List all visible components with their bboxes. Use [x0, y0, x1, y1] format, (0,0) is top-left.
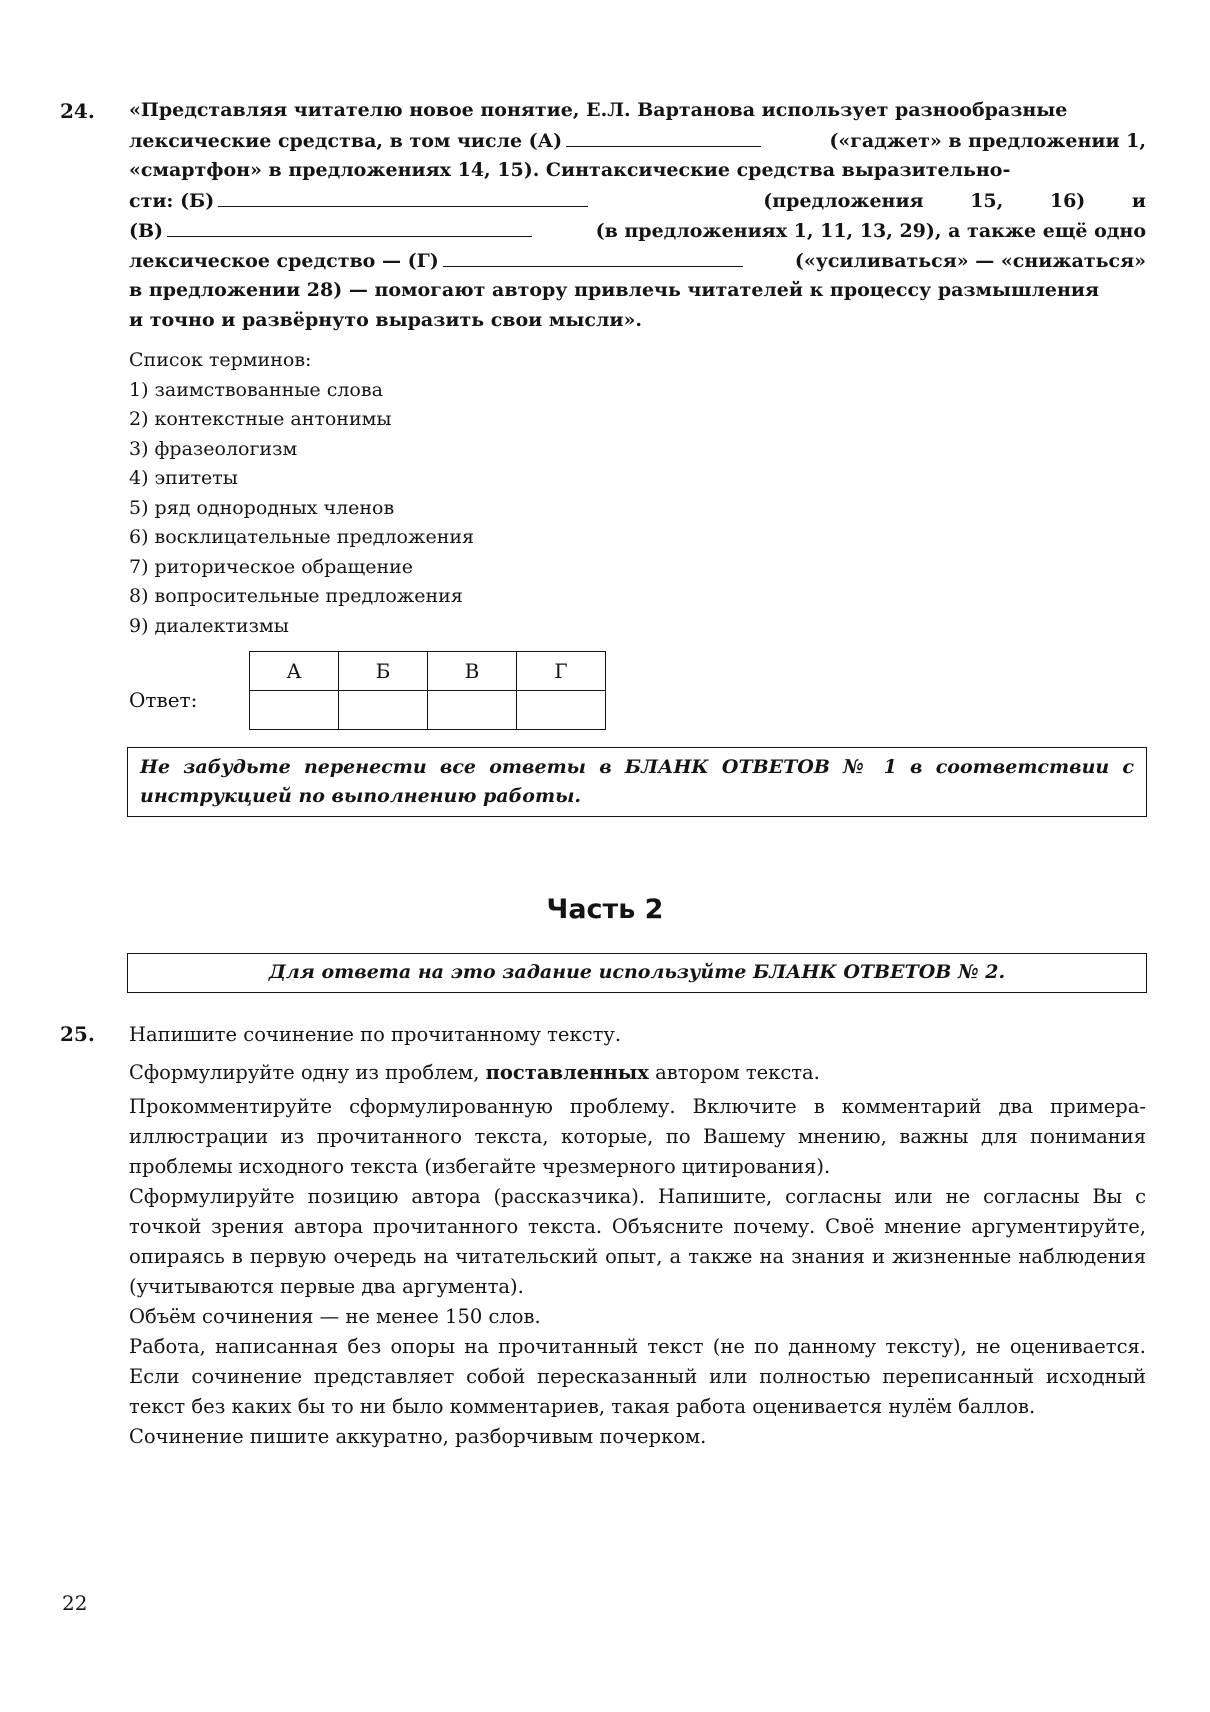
statement-line-2 [129, 125, 1146, 155]
statement-line-3 [129, 155, 1146, 185]
instruction-box [127, 953, 1147, 993]
answer-col-g: Г [517, 652, 606, 691]
statement-line-5 [129, 215, 1146, 245]
statement-line-7 [129, 275, 1146, 305]
answer-cell-b[interactable] [339, 691, 428, 730]
answer-col-a: А [250, 652, 339, 691]
answer-header-row [250, 652, 606, 691]
statement-line-4 [129, 185, 1146, 215]
part-title: Часть 2 [546, 894, 664, 925]
task-24-number: 24. [60, 99, 95, 123]
term-item: 8) вопросительные предложения [129, 585, 463, 607]
statement-text: («усиливаться» — «снижаться» [794, 250, 1146, 272]
statement-text: («гаджет» в предложении 1, [829, 130, 1146, 152]
term-item: 4) эпитеты [129, 467, 238, 489]
task-25-paragraph [129, 1058, 1146, 1088]
page-number: 22 [62, 1591, 88, 1615]
reminder-text: Не забудьте перенести все ответы в БЛАНК ОТВЕТОВ № 1 в соответствии с инструкцией по выполнению работы. [140, 756, 1134, 807]
paragraph-bold-text: поставленных [485, 1061, 649, 1084]
answer-col-v: В [428, 652, 517, 691]
blank-b[interactable] [218, 185, 588, 207]
terms-heading: Список терминов: [129, 349, 312, 371]
statement-text: «Представляя читателю новое понятие, Е.Л. Вартанова использует разнообразные [129, 99, 1068, 121]
statement-text: сти: (Б) [129, 190, 215, 212]
task-25-paragraph: Работа, написанная без опоры на прочитанный текст (не по данному тексту), не оценивается. Если сочинение представляет собой пересказанный или полностью переписанный исходный текст без каких бы то ни было комментариев, такая работа оценивается нулём баллов. [129, 1335, 1146, 1418]
statement-text: и точно и развёрнуто выразить свои мысли». [129, 309, 642, 331]
statement-text: лексические средства, в том числе (А) [129, 130, 563, 152]
reminder-box [127, 747, 1147, 817]
answer-cell-a[interactable] [250, 691, 339, 730]
answer-col-b: Б [339, 652, 428, 691]
blank-a[interactable] [566, 125, 761, 147]
task-25-number: 25. [60, 1022, 95, 1046]
task-25-paragraph: Прокомментируйте сформулированную проблему. Включите в комментарий два примера-иллюстрации из прочитанного текста, которые, по Вашему мнению, важны для понимания проблемы исходного текста (избегайте чрезмерного цитирования). [129, 1095, 1146, 1178]
task-25-paragraph: Сформулируйте позицию автора (рассказчика). Напишите, согласны или не согласны Вы с точкой зрения автора прочитанного текста. Объясните почему. Своё мнение аргументируйте, опираясь в первую очередь на читательский опыт, а также на знания и жизненные наблюдения (учитываются первые два аргумента). [129, 1185, 1146, 1298]
instruction-text: Для ответа на это задание используйте БЛАНК ОТВЕТОВ № 2. [268, 961, 1006, 983]
statement-text: «смартфон» в предложениях 14, 15). Синтаксические средства выразительно- [129, 159, 1011, 181]
task-25-paragraph: Сочинение пишите аккуратно, разборчивым почерком. [129, 1425, 707, 1448]
statement-text: в предложении 28) — помогают автору привлечь читателей к процессу размышления [129, 279, 1100, 301]
statement-text: (предложения 15, 16) и [763, 190, 1146, 212]
terms-list [129, 346, 474, 641]
statement-text: лексическое средство — (Г) [129, 250, 439, 272]
answer-input-row [250, 691, 606, 730]
answer-cell-v[interactable] [428, 691, 517, 730]
paragraph-text: автором текста. [648, 1061, 820, 1084]
statement-text: (в предложениях 1, 11, 13, 29), а также ещё одно [595, 220, 1146, 242]
term-item: 7) риторическое обращение [129, 555, 414, 578]
statement-line-1 [129, 95, 1146, 125]
term-item: 6) восклицательные предложения [129, 526, 475, 548]
blank-v[interactable] [167, 215, 532, 237]
task-25-body [129, 1020, 1146, 1452]
task-24-statement [129, 95, 1146, 335]
answer-table [249, 651, 606, 730]
answer-cell-g[interactable] [517, 691, 606, 730]
blank-g[interactable] [443, 245, 743, 267]
term-item: 5) ряд однородных членов [129, 496, 395, 519]
term-item: 1) заимствованные слова [129, 378, 383, 401]
statement-line-6 [129, 245, 1146, 275]
term-item: 3) фразеологизм [129, 437, 298, 460]
term-item: 2) контекстные антонимы [129, 408, 392, 430]
statement-text: (В) [129, 220, 164, 242]
task-25-paragraph: Объём сочинения — не менее 150 слов. [129, 1305, 541, 1328]
answer-label: Ответ: [129, 688, 198, 712]
task-25-paragraph: Напишите сочинение по прочитанному тексту. [129, 1023, 622, 1046]
statement-line-8 [129, 305, 1146, 335]
term-item: 9) диалектизмы [129, 614, 289, 637]
paragraph-text: Сформулируйте одну из проблем, [129, 1061, 486, 1084]
